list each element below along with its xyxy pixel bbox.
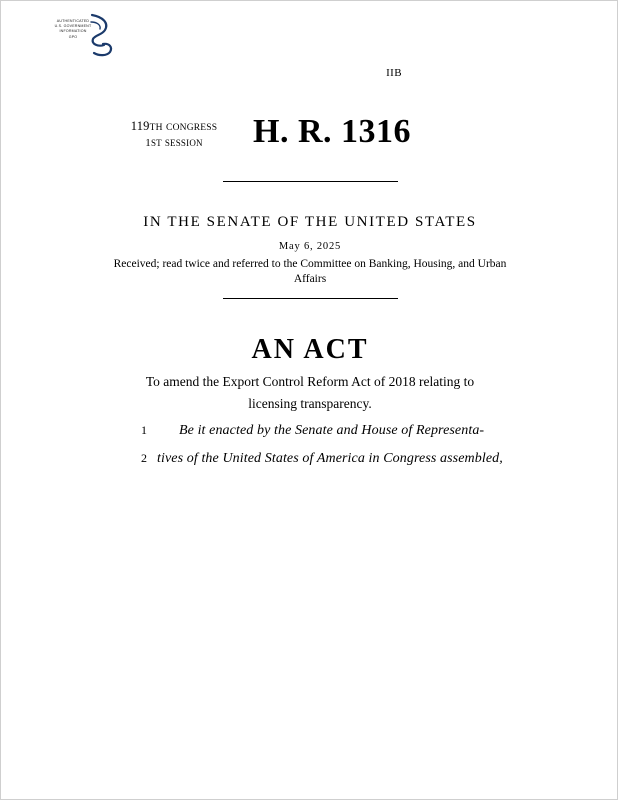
referral-statement: Received; read twice and referred to the Committee on Banking, Housing, and Urban Affairs — [113, 258, 507, 285]
bill-number: H. R. 1316 — [253, 113, 411, 150]
seal-line-3: INFORMATION — [59, 29, 87, 34]
document-designation: IIB — [386, 67, 402, 79]
enacting-line-2 — [131, 449, 511, 477]
congress-ordinal: TH — [149, 123, 163, 133]
session-line — [109, 136, 239, 150]
enacting-clause — [131, 421, 511, 477]
long-title: To amend the Export Control Reform Act of 2018 relating to licensing transparency. — [145, 374, 475, 411]
congress-line — [109, 119, 239, 136]
seal-line-1: AUTHENTICATED — [56, 19, 90, 23]
seal-line-2: U.S. GOVERNMENT — [54, 24, 92, 29]
enacting-text-2: tives of the United States of America in Congress assembled, — [157, 451, 503, 466]
received-date: May 6, 2025 — [278, 241, 342, 252]
session-number: 1 — [145, 137, 151, 149]
divider-rule-bottom — [223, 298, 398, 299]
enacting-text-1: Be it enacted by the Senate and House of Representa- — [179, 423, 485, 438]
congress-number: 119 — [130, 119, 150, 133]
gpo-authentication-seal — [53, 13, 115, 57]
seal-line-4: GPO — [68, 34, 78, 39]
session-ordinal: ST — [150, 138, 162, 148]
congress-session-block — [109, 113, 239, 150]
chamber-caption: IN THE SENATE OF THE UNITED STATES — [143, 214, 477, 230]
bill-heading — [109, 113, 529, 151]
act-title: AN ACT — [251, 334, 369, 365]
gpo-eagle-icon — [89, 13, 115, 57]
congress-word: CONGRESS — [166, 123, 218, 133]
session-word: SESSION — [164, 138, 203, 148]
divider-rule-top — [223, 181, 398, 182]
seal-text-block — [53, 19, 93, 40]
line-number-1: 1 — [141, 423, 147, 437]
enacting-line-1 — [131, 421, 511, 449]
line-number-2: 2 — [141, 451, 147, 465]
